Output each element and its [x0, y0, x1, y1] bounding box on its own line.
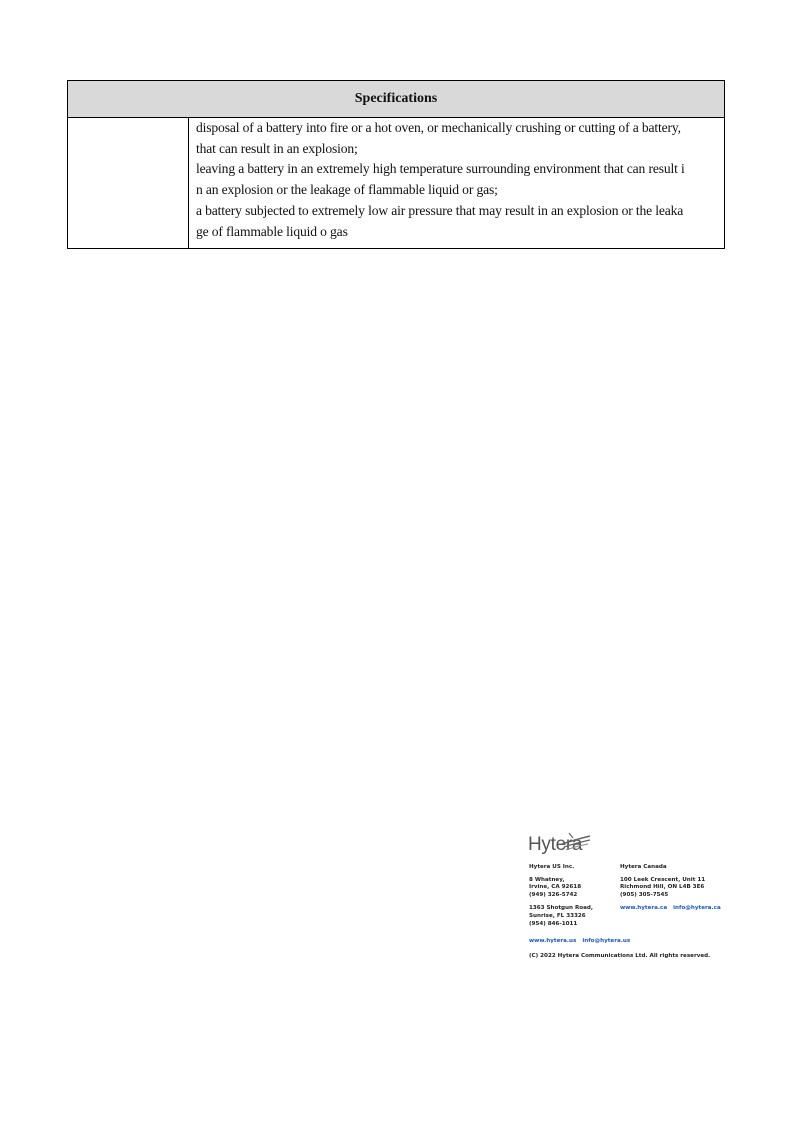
us-address-line: 1363 Shotgun Road,	[529, 905, 594, 912]
specifications-table	[67, 80, 725, 249]
label-cell	[68, 118, 189, 249]
canada-address-line: Richmond Hill, ON L4B 3E6	[620, 884, 705, 891]
us-office	[529, 864, 617, 928]
text-line: ge of flammable liquid o gas	[196, 223, 348, 239]
text-cell	[189, 118, 725, 249]
us-web-links	[529, 938, 630, 946]
us-email-link[interactable]: info@hytera.us	[582, 938, 631, 944]
text-line: leaving a battery in an extremely high temperature surrounding environment that can result i	[196, 161, 685, 177]
canada-address-line: 100 Leek Crescent, Unit 11	[620, 876, 706, 883]
us-phone: (949) 326-5742	[529, 891, 578, 898]
table-header: Specifications	[68, 81, 725, 118]
canada-office	[620, 864, 730, 913]
text-line: that can result in an explosion;	[196, 140, 358, 156]
us-website-link[interactable]: www.hytera.us	[529, 938, 577, 944]
text-line: a battery subjected to extremely low air pressure that may result in an explosion or the leaka	[196, 202, 684, 218]
us-address-line: 8 Whatney,	[529, 876, 565, 883]
table-row	[68, 118, 725, 249]
text-line: disposal of a battery into fire or a hot oven, or mechanically crushing or cutting of a battery,	[196, 120, 681, 135]
logo-wordmark: Hytera	[528, 834, 583, 855]
text-line: n an explosion or the leakage of flammable liquid or gas;	[196, 182, 498, 198]
company-footer	[528, 830, 728, 959]
canada-website-link[interactable]: www.hytera.ca	[620, 905, 668, 912]
logo-swoosh-icon	[560, 830, 592, 852]
us-phone: (954) 846-1011	[529, 920, 578, 927]
hytera-logo	[528, 830, 728, 858]
canada-email-link[interactable]: info@hytera.ca	[673, 905, 721, 912]
canada-web-links	[620, 905, 730, 913]
canada-phone: (905) 305-7545	[620, 891, 669, 898]
copyright-notice: (C) 2022 Hytera Communications Ltd. All rights reserved.	[529, 953, 711, 959]
us-company-name: Hytera US Inc.	[529, 864, 575, 870]
us-address-line: Irvine, CA 92618	[529, 884, 582, 891]
canada-company-name: Hytera Canada	[620, 864, 667, 870]
us-address-line: Sunrise, FL 33326	[529, 912, 586, 919]
